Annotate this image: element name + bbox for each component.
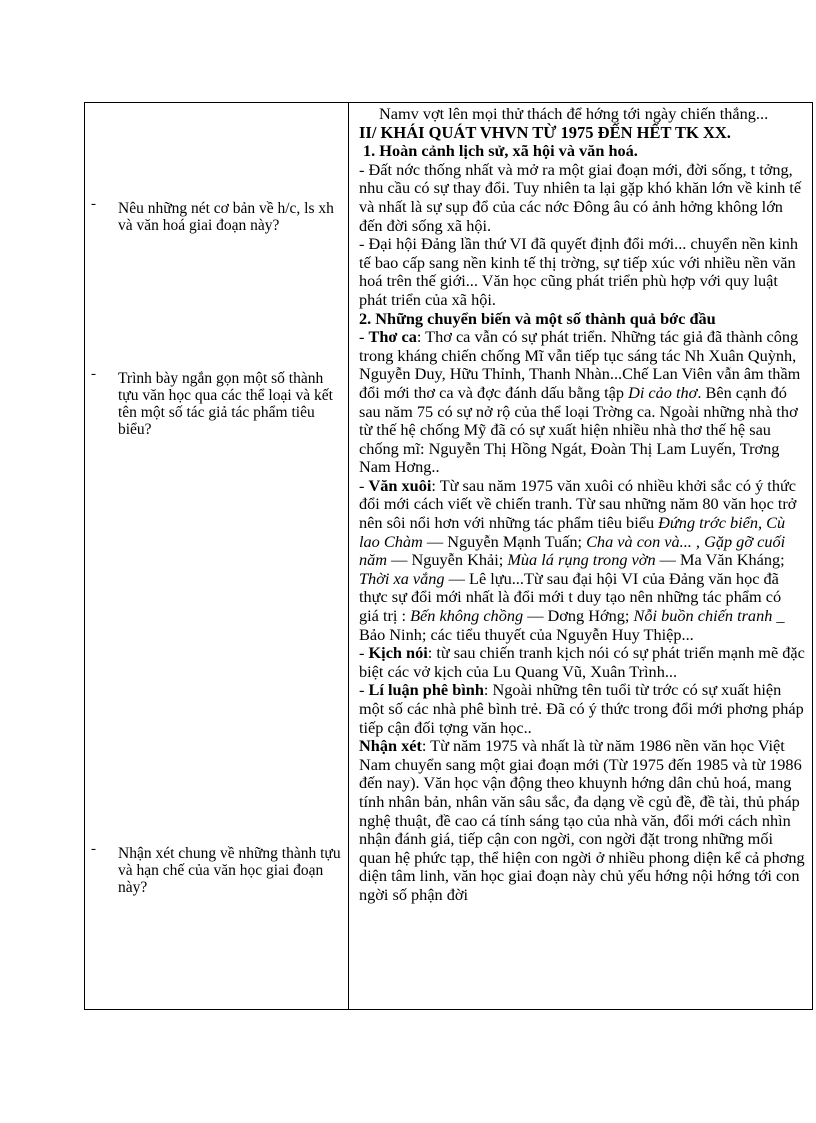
paragraph: - Đất nớc thống nhất và mở ra một giai đoạn mới, đời sống, t tởng, nhu cầu có sự thay đổi. Tuy nhiên ta lại gặp khó khăn lớn về kinh tế và nhất là sự sụp đổ của các nớc Đông âu có ảnh hởng không lớn đến đời sống xã hội. [359, 159, 802, 235]
work-title: Mùa lá rụng trong vờn [507, 550, 656, 570]
van-xuoi-paragraph: - Văn xuôi: Từ sau năm 1975 văn xuôi có nhiều khởi sắc có ý thức đổi mới cách viết về chiến tranh. Từ sau những năm 80 văn học trở nên sôi nổi hơn với những tác phẩm tiêu biểu Đứng trớc biển, Cù lao Chàm — Nguyễn Mạnh Tuấn; Cha và con và... , Gặp gỡ cuối năm — Nguyễn Khải; Mùa lá rụng trong vờn — Ma Văn Kháng; Thời xa vắng — Lê lựu...Từ sau đại hội VI của Đảng văn học đã thực sự đổi mới nhất là đổi mới t duy tạo nên những tác phẩm có giá trị : Bến không chồng — Dơng Hớng; Nỗi buồn chiến tranh _ Bảo Ninh; các tiểu thuyết của Nguyễn Huy Thiệp... [359, 475, 797, 644]
paragraph: - Đại hội Đảng lần thứ VI đã quyết định đổi mới... chuyển nền kinh tế bao cấp sang nền kinh tế thị trờng, sự tiếp xúc với nhiều nền văn hoá trên thế giới... Văn học cũng phát triển phù hợp với quy luật phát triển của xã hội. [359, 234, 799, 309]
author: — Ma Văn Kháng; [655, 550, 785, 570]
author: — Lê lựu...Từ sau đại hội VI của Đảng văn học đã thực sự đổi mới nhất là đổi mới t duy tạo nên những tác phẩm có giá trị : [359, 568, 782, 626]
work-title: Thời xa vắng [359, 568, 445, 588]
paragraph-text: : Thơ ca vẫn có sự phát triển. Những tác giả đã thành công trong kháng chiến chống Mĩ vẫn tiếp tục sáng tác Nh Xuân Quỳnh, Nguyễn Duy, Hữu Thỉnh, Thanh Nhàn...Chế Lan Viên vẫn âm thầm đổi mới thơ ca và đợc đánh dấu bằng tập [359, 327, 801, 402]
section-heading: II/ KHÁI QUÁT VHVN TỪ 1975 ĐẾN HẾT TK XX. [359, 122, 731, 142]
paragraph-text: : Từ năm 1975 và nhất là từ năm 1986 nền văn học Việt Nam chuyển sang một giai đoạn mới (Từ 1975 đến 1985 và từ 1986 đến nay). Văn học vận động theo khuynh hớng dân chủ hoá, mang tính nhân bản, nhân văn sâu sắc, đa dạng về cgủ đề, đề tài, thủ pháp nghệ thuật, đề cao cá tính sáng tạo của nhà văn, đổi mới cách nhìn nhận đánh giá, tiếp cận con ngời, con ngời đặt trong những mối quan hệ phức tạp, thể hiện con ngời ở nhiều phong diện kể cả phơng diện tâm linh, văn học giai đoạn này chủ yếu hớng nội hớng tới con ngời số phận đời [359, 736, 805, 904]
question-text: Nhận xét chung về những thành tựu và hạn chế của văn học giai đoạn này? [118, 845, 341, 896]
answer-column [359, 105, 805, 1009]
work-title: Nỗi buồn chiến tranh [633, 606, 773, 626]
ly-luan-paragraph: - Lí luận phê bình: Ngoài những tên tuổi từ trớc có sự xuất hiện một số các nhà phê bình trẻ. Đã có ý thức trong đổi mới phơng pháp tiếp cận đối tợng văn học.. [359, 680, 804, 737]
author: — Nguyễn Mạnh Tuấn; [422, 531, 587, 551]
question-3 [91, 841, 341, 896]
work-title: Di cảo thơ [628, 382, 698, 402]
intro-text: Namv vợt lên mọi thử thách để hớng tới ngày chiến thắng... [379, 105, 769, 123]
term-label: Văn xuôi [368, 475, 432, 495]
term-label: Kịch nói [368, 643, 428, 663]
bullet: - [91, 366, 96, 382]
work-title: Đứng trớc biển, Cù lao Chàm [359, 513, 786, 551]
column-divider [348, 103, 349, 1009]
content-table [84, 102, 813, 1010]
question-2 [91, 366, 341, 438]
paragraph-text: : từ sau chiến tranh kịch nói có sự phát triển mạnh mẽ đặc biệt các vở kịch của Lu Quang Vũ, Xuân Trình... [359, 643, 805, 681]
term-label: Thơ ca [368, 327, 417, 347]
subsection-2-heading: 2. Những chuyển biến và một số thành quả bớc đầu [359, 308, 716, 328]
term-label: Nhận xét [359, 736, 422, 756]
paragraph-text: : Ngoài những tên tuổi từ trớc có sự xuất hiện một số các nhà phê bình trẻ. Đã có ý thức trong đổi mới phơng pháp tiếp cận đối tợng văn học.. [359, 680, 804, 737]
paragraph-text: : Từ sau năm 1975 văn xuôi có nhiều khởi sắc có ý thức đổi mới cách viết về chiến tranh. Từ sau những năm 80 văn học trở nên sôi nổi hơn với những tác phẩm tiêu biểu [359, 475, 797, 533]
work-title: Bến không chồng [410, 606, 524, 626]
term-label: Lí luận phê bình [368, 680, 484, 700]
question-text: Trình bày ngắn gọn một số thành tựu văn học qua các thể loại và kết tên một số tác giả tác phẩm tiêu biểu? [118, 370, 333, 438]
work-title: Cha và con và... , Gặp gỡ cuối năm [359, 531, 786, 570]
bullet: - [91, 841, 96, 857]
kich-noi-paragraph: - Kịch nói: từ sau chiến tranh kịch nói có sự phát triển mạnh mẽ đặc biệt các vở kịch của Lu Quang Vũ, Xuân Trình... [359, 643, 805, 681]
author: _ Bảo Ninh; các tiểu thuyết của Nguyễn Huy Thiệp... [359, 606, 785, 644]
bullet: - [91, 196, 96, 212]
question-1 [91, 196, 341, 234]
nhan-xet-paragraph [359, 737, 805, 904]
paragraph-text: . Bên cạnh đó sau năm 75 có sự nở rộ của thể loại Trờng ca. Ngoài những nhà thơ từ thế hệ chống Mỹ đã có sự xuất hiện nhiều nhà thơ thế hệ sau chống mĩ: Nguyễn Thị Hồng Ngát, Đoàn Thị Lam Luyến, Trơng Nam Hơng.. [359, 382, 798, 477]
tho-ca-paragraph: - Thơ ca: Thơ ca vẫn có sự phát triển. Những tác giả đã thành công trong kháng chiến chống Mĩ vẫn tiếp tục sáng tác Nh Xuân Quỳnh, Nguyễn Duy, Hữu Thỉnh, Thanh Nhàn...Chế Lan Viên vẫn âm thầm đổi mới thơ ca và đợc đánh dấu bằng tập Di cảo thơ. Bên cạnh đó sau năm 75 có sự nở rộ của thể loại Trờng ca. Ngoài những nhà thơ từ thế hệ chống Mỹ đã có sự xuất hiện nhiều nhà thơ thế hệ sau chống mĩ: Nguyễn Thị Hồng Ngát, Đoàn Thị Lam Luyến, Trơng Nam Hơng.. [359, 327, 801, 477]
question-text: Nêu những nét cơ bản về h/c, ls xh và văn hoá giai đoạn này? [118, 200, 334, 234]
subsection-1-heading: 1. Hoàn cảnh lịch sử, xã hội và văn hoá. [363, 141, 638, 161]
author: — Dơng Hớng; [523, 606, 634, 626]
author: — Nguyễn Khải; [387, 550, 508, 570]
